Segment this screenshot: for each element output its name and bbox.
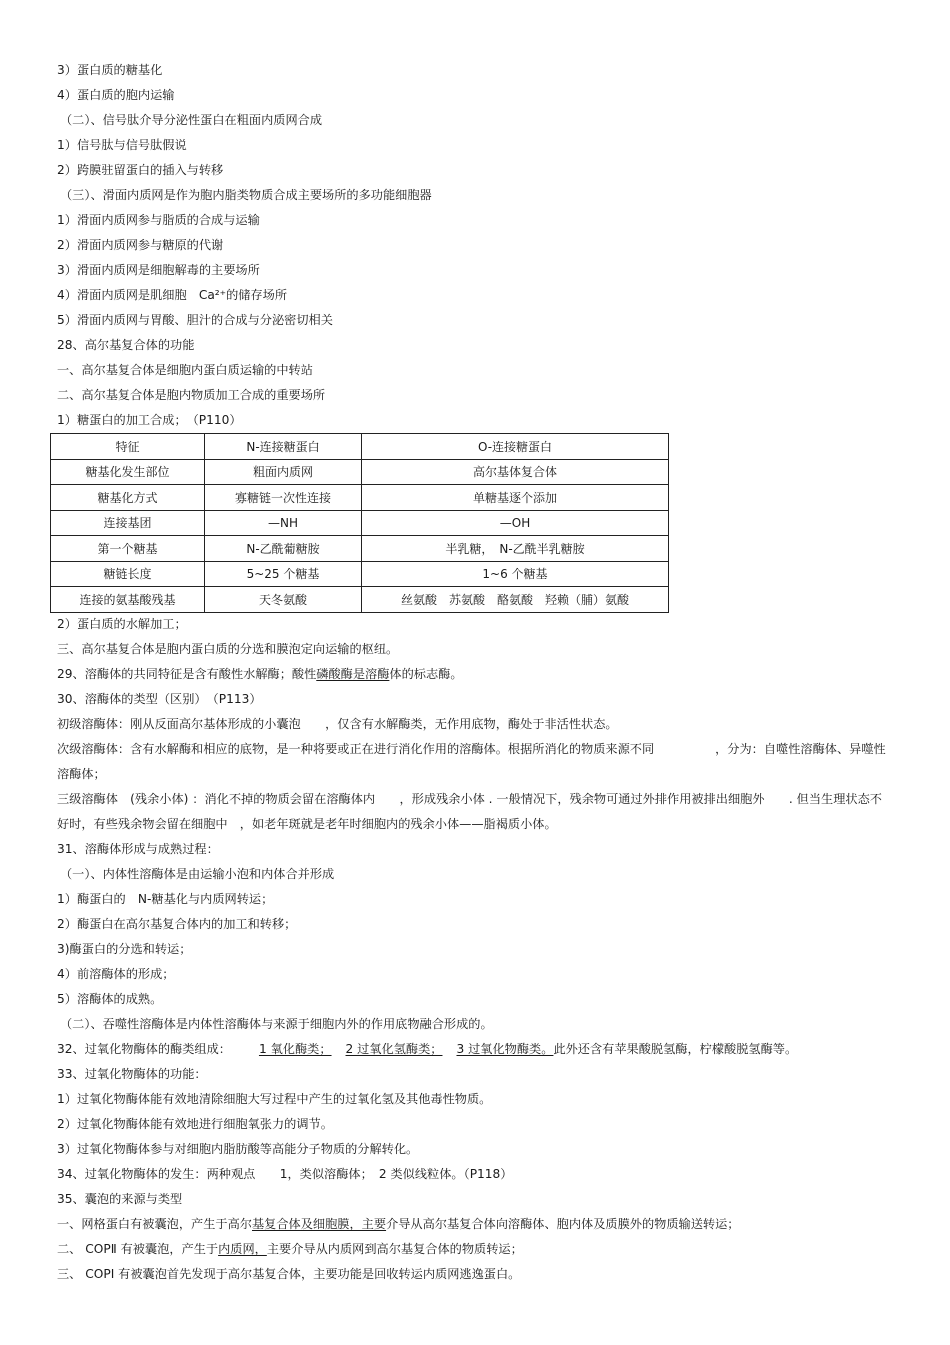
table-cell: 5~25 个糖基: [205, 561, 362, 587]
text-line: （二）、吞噬性溶酶体是内体性溶酶体与来源于细胞内外的作用底物融合形成的。: [60, 1017, 493, 1031]
table-cell: 连接基团: [51, 510, 205, 536]
text-line: 2）滑面内质网参与糖原的代谢: [57, 238, 224, 252]
glycoprotein-comparison-table: [50, 433, 669, 613]
table-cell: —OH: [362, 510, 669, 536]
text-span: 二、 COPⅡ 有被囊泡，产生于: [57, 1242, 219, 1256]
text-line: 3）过氧化物酶体参与对细胞内脂肪酸等高能分子物质的分解转化。: [57, 1142, 419, 1156]
table-cell: 半乳糖， N-乙酰半乳糖胺: [362, 536, 669, 562]
underlined-text: 2 过氧化氢酶类；: [345, 1042, 443, 1056]
text-line: 二、高尔基复合体是胞内物质加工合成的重要场所: [57, 388, 326, 402]
table-cell: 单糖基逐个添加: [362, 485, 669, 511]
section-heading: 33、过氧化物酶体的功能：: [57, 1067, 207, 1081]
text-span: 主要介导从内质网到高尔基复合体的物质转运；: [266, 1242, 523, 1256]
table-row: [51, 459, 669, 485]
text-line: 5）溶酶体的成熟。: [57, 992, 163, 1006]
table-cell: 寡糖链一次性连接: [205, 485, 362, 511]
text-line: 3）滑面内质网是细胞解毒的主要场所: [57, 263, 260, 277]
text-span: 体的标志酶。: [389, 667, 463, 681]
text-line: 2）跨膜驻留蛋白的插入与转移: [57, 163, 224, 177]
text-line: （二）、信号肽介导分泌性蛋白在粗面内质网合成: [60, 113, 323, 127]
table-row: [51, 561, 669, 587]
table-header-cell: N-连接糖蛋白: [205, 434, 362, 460]
text-line: 5）滑面内质网与胃酸、胆汁的合成与分泌密切相关: [57, 313, 333, 327]
text-line: [57, 1041, 797, 1057]
text-line: [57, 1216, 740, 1232]
text-line: [57, 1241, 523, 1257]
text-line: （一）、内体性溶酶体是由运输小泡和内体合并形成: [60, 867, 335, 881]
table-row: [51, 510, 669, 536]
table-cell: N-乙酰葡糖胺: [205, 536, 362, 562]
underlined-text: 磷酸酶是溶酶: [316, 667, 390, 681]
section-heading: 31、溶酶体形成与成熟过程：: [57, 842, 219, 856]
table-cell: 1~6 个糖基: [362, 561, 669, 587]
table-row: [51, 485, 669, 511]
text-line: 1）信号肽与信号肽假说: [57, 138, 187, 152]
text-line: 4）蛋白质的胞内运输: [57, 88, 175, 102]
underlined-text: 基复合体及细胞膜，主要: [252, 1217, 387, 1231]
table-cell: 糖链长度: [51, 561, 205, 587]
text-line: （三）、滑面内质网是作为胞内脂类物质合成主要场所的多功能细胞器: [60, 188, 432, 202]
paragraph: 次级溶酶体：含有水解酶和相应的底物，是一种将要或正在进行消化作用的溶酶体。根据所消化的物质来源不同 ，分为：自噬性溶酶体、异噬性溶酶体；: [57, 742, 886, 781]
table-cell: 粗面内质网: [205, 459, 362, 485]
text-line: 2）过氧化物酶体能有效地进行细胞氧张力的调节。: [57, 1117, 333, 1131]
text-line: 1）糖蛋白的加工合成； （P110）: [57, 413, 242, 427]
text-line: 1）酶蛋白的 N-糖基化与内质网转运；: [57, 892, 274, 906]
text-line: 34、过氧化物酶体的发生：两种观点 1，类似溶酶体； 2 类似线粒体。（P118）: [57, 1167, 513, 1181]
text-span: 29、溶酶体的共同特征是含有酸性水解酶；酸性: [57, 667, 317, 681]
table-cell: 第一个糖基: [51, 536, 205, 562]
text-line: 一、高尔基复合体是细胞内蛋白质运输的中转站: [57, 363, 313, 377]
text-line: 1）滑面内质网参与脂质的合成与运输: [57, 213, 260, 227]
table-header-row: [51, 434, 669, 460]
text-line: 3)酶蛋白的分选和转运；: [57, 942, 192, 956]
text-span: 32、过氧化物酶体的酶类组成：: [57, 1042, 231, 1056]
paragraph: 三级溶酶体 (残余小体) ：消化不掉的物质会留在溶酶体内 ，形成残余小体 . 一般情况下，残余物可通过外排作用被排出细胞外 . 但当生理状态不好时，有些残余物会留在细胞中 ，如老年斑就是老年时细胞内的残余小体——脂褐质小体。: [57, 792, 882, 831]
table-cell: 糖基化发生部位: [51, 459, 205, 485]
section-heading: 30、溶酶体的类型（区别） （P113）: [57, 692, 262, 706]
underlined-text: 内质网，: [218, 1242, 267, 1256]
text-line: 1）过氧化物酶体能有效地清除细胞大写过程中产生的过氧化氢及其他毒性物质。: [57, 1092, 492, 1106]
text-line: 2）酶蛋白在高尔基复合体内的加工和转移；: [57, 917, 297, 931]
text-line: 初级溶酶体：刚从反面高尔基体形成的小囊泡 ，仅含有水解酶类，无作用底物，酶处于非活性状态。: [57, 717, 618, 731]
section-heading: 28、高尔基复合体的功能: [57, 338, 195, 352]
text-line: 三、 COPⅠ 有被囊泡首先发现于高尔基复合体，主要功能是回收转运内质网逃逸蛋白。: [57, 1267, 521, 1281]
table-header-cell: O-连接糖蛋白: [362, 434, 669, 460]
table-header-cell: 特征: [51, 434, 205, 460]
text-span: 此外还含有苹果酸脱氢酶，柠檬酸脱氢酶等。: [553, 1042, 798, 1056]
table-cell: 连接的氨基酸残基: [51, 587, 205, 613]
table-cell: 丝氨酸 苏氨酸 酪氨酸 羟赖（脯）氨酸: [362, 587, 669, 613]
text-line: 2）蛋白质的水解加工；: [57, 617, 187, 631]
underlined-text: 1 氧化酶类；: [258, 1042, 332, 1056]
table-row: [51, 536, 669, 562]
text-line: 4）滑面内质网是肌细胞 Ca²⁺的储存场所: [57, 288, 288, 302]
table-cell: 天冬氨酸: [205, 587, 362, 613]
text-span: 一、网格蛋白有被囊泡，产生于高尔: [57, 1217, 252, 1231]
text-line: [57, 666, 463, 682]
text-line: 3）蛋白质的糖基化: [57, 63, 163, 77]
section-heading: 35、囊泡的来源与类型: [57, 1192, 183, 1206]
table-cell: 糖基化方式: [51, 485, 205, 511]
text-span: 介导从高尔基复合体向溶酶体、胞内体及质膜外的物质输送转运；: [386, 1217, 740, 1231]
underlined-text: 3 过氧化物酶类。: [456, 1042, 554, 1056]
table-row: [51, 587, 669, 613]
text-line: 三、高尔基复合体是胞内蛋白质的分选和膜泡定向运输的枢纽。: [57, 642, 399, 656]
text-line: 4）前溶酶体的形成；: [57, 967, 175, 981]
table-cell: 高尔基体复合体: [362, 459, 669, 485]
table-cell: —NH: [205, 510, 362, 536]
